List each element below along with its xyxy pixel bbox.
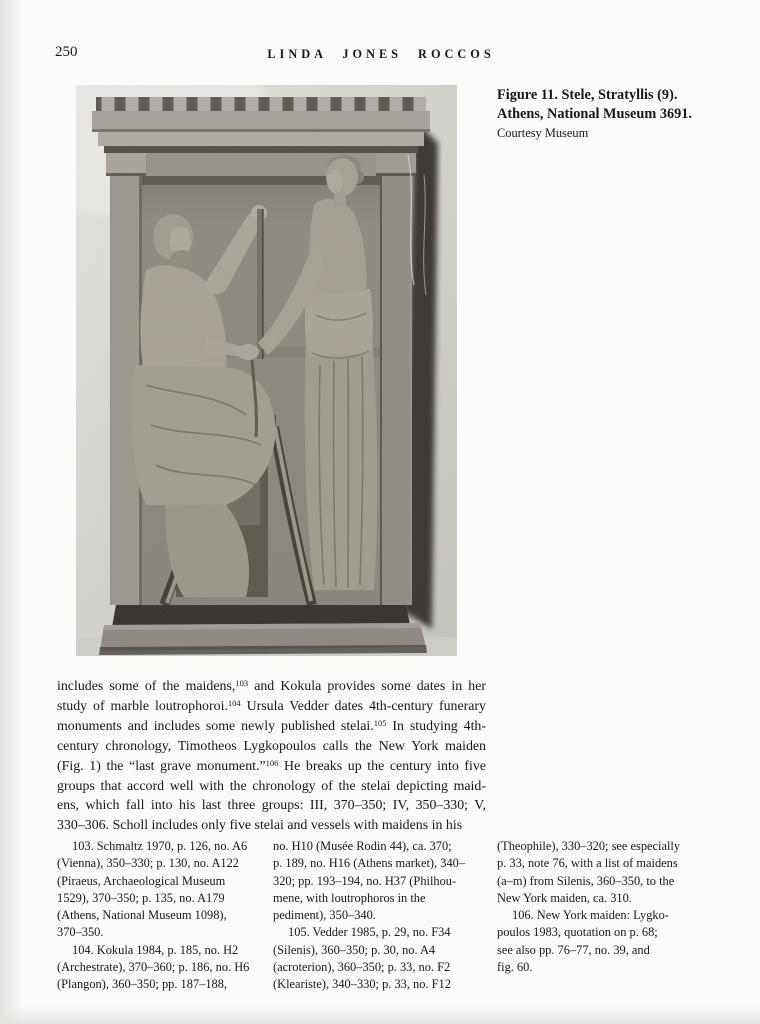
scan-edge-left (0, 0, 22, 1024)
footnote-line: (Kleariste), 340–330; p. 33, no. F12 (273, 977, 451, 992)
footnote-line: 1529), 370–350; p. 135, no. A179 (57, 890, 225, 905)
footnote-line: (Plangon), 360–350; pp. 187–188, (57, 977, 228, 992)
caption-line-2: Athens, National Museum 3691. (497, 105, 693, 122)
footnote-line: 105. Vedder 1985, p. 29, no. F34 (288, 925, 451, 940)
body-paragraph (57, 677, 486, 836)
footnote-line: (Theophile), 330–320; see especially (497, 839, 681, 853)
footnote-line: 370–350. (57, 925, 104, 940)
footnote-line: p. 189, no. H16 (Athens market), 340– (273, 856, 466, 871)
footnote-line: (Silenis), 360–350; p. 30, no. A4 (273, 942, 436, 957)
body-line: century chronology, Timotheos Lygkopoulos calls the New York maiden (57, 738, 486, 754)
footnote-line: mene, with loutrophoros in the (273, 890, 426, 905)
footnote-column (57, 838, 275, 994)
body-line: study of marble loutrophoroi.$^{104}$ Ursula Vedder dates 4th-century funerary (57, 697, 486, 714)
footnote-column (273, 838, 491, 994)
running-head: LINDA JONES ROCCOS (267, 47, 495, 61)
footnote-line: poulos 1983, quotation on p. 68; (497, 925, 658, 940)
footnote-line: (Archestrate), 370–360; p. 186, no. H6 (57, 960, 250, 975)
scan-edge-bottom (0, 1006, 760, 1024)
footnote-line: (a–m) from Silenis, 360–350, to the (497, 873, 675, 888)
body-line: monuments and includes some newly published stelai.$^{105}$ In studying 4th- (57, 717, 487, 734)
footnote-line: no. H10 (Musée Rodin 44), ca. 370; (273, 839, 452, 853)
footnote-ref: 105 (373, 717, 387, 728)
caption-credit: Courtesy Museum (497, 126, 589, 141)
footnote-line: 320; pp. 193–194, no. H37 (Philhou- (273, 873, 457, 888)
footnote-ref: 104 (227, 697, 241, 708)
footnote-column (497, 838, 715, 976)
footnote-ref: 103 (235, 678, 249, 688)
footnote-line: (acroterion), 360–350; p. 33, no. F2 (273, 960, 451, 975)
body-line: ens, which fall into his last three groups: III, 370–350; IV, 350–330; V, (57, 798, 486, 814)
footnote-ref: 106 (265, 757, 279, 768)
stele-photograph-art (76, 85, 457, 656)
footnote-line: fig. 60. (497, 960, 533, 975)
film-grain-overlay (76, 85, 457, 656)
footnote-line: p. 33, note 76, with a list of maidens (497, 856, 678, 871)
body-line: (Fig. 1) the “last grave monument.”$^{106}$ He breaks up the century into five (57, 757, 486, 774)
footnote-line: 104. Kokula 1984, p. 185, no. H2 (72, 942, 239, 957)
footnote-line: (Vienna), 350–330; p. 130, no. A122 (57, 856, 239, 871)
footnote-line: 106. New York maiden: Lygko- (512, 908, 669, 923)
footnote-line: see also pp. 76–77, no. 39, and (497, 942, 650, 957)
body-line: groups that accord well with the chronology of the stelai depicting maid- (57, 778, 486, 794)
footnote-line: (Athens, National Museum 1098), (57, 908, 227, 923)
footnote-line: pediment), 350–340. (273, 908, 376, 923)
footnote-line: New York maiden, ca. 310. (497, 890, 632, 905)
footnote-line: (Piraeus, Archaeological Museum (57, 873, 226, 888)
footnote-line: 103. Schmaltz 1970, p. 126, no. A6 (72, 839, 248, 853)
page-number: 250 (55, 44, 78, 60)
figure-photo (76, 85, 457, 656)
figure-caption (497, 86, 715, 141)
body-line: includes some of the maidens,$^{103}$ and Kokula provides some dates in her (57, 678, 487, 694)
body-line: 330–306. Scholl includes only five stelai and vessels with maidens in his (57, 818, 463, 834)
caption-line-1: Figure 11. Stele, Stratyllis (9). (497, 87, 678, 103)
